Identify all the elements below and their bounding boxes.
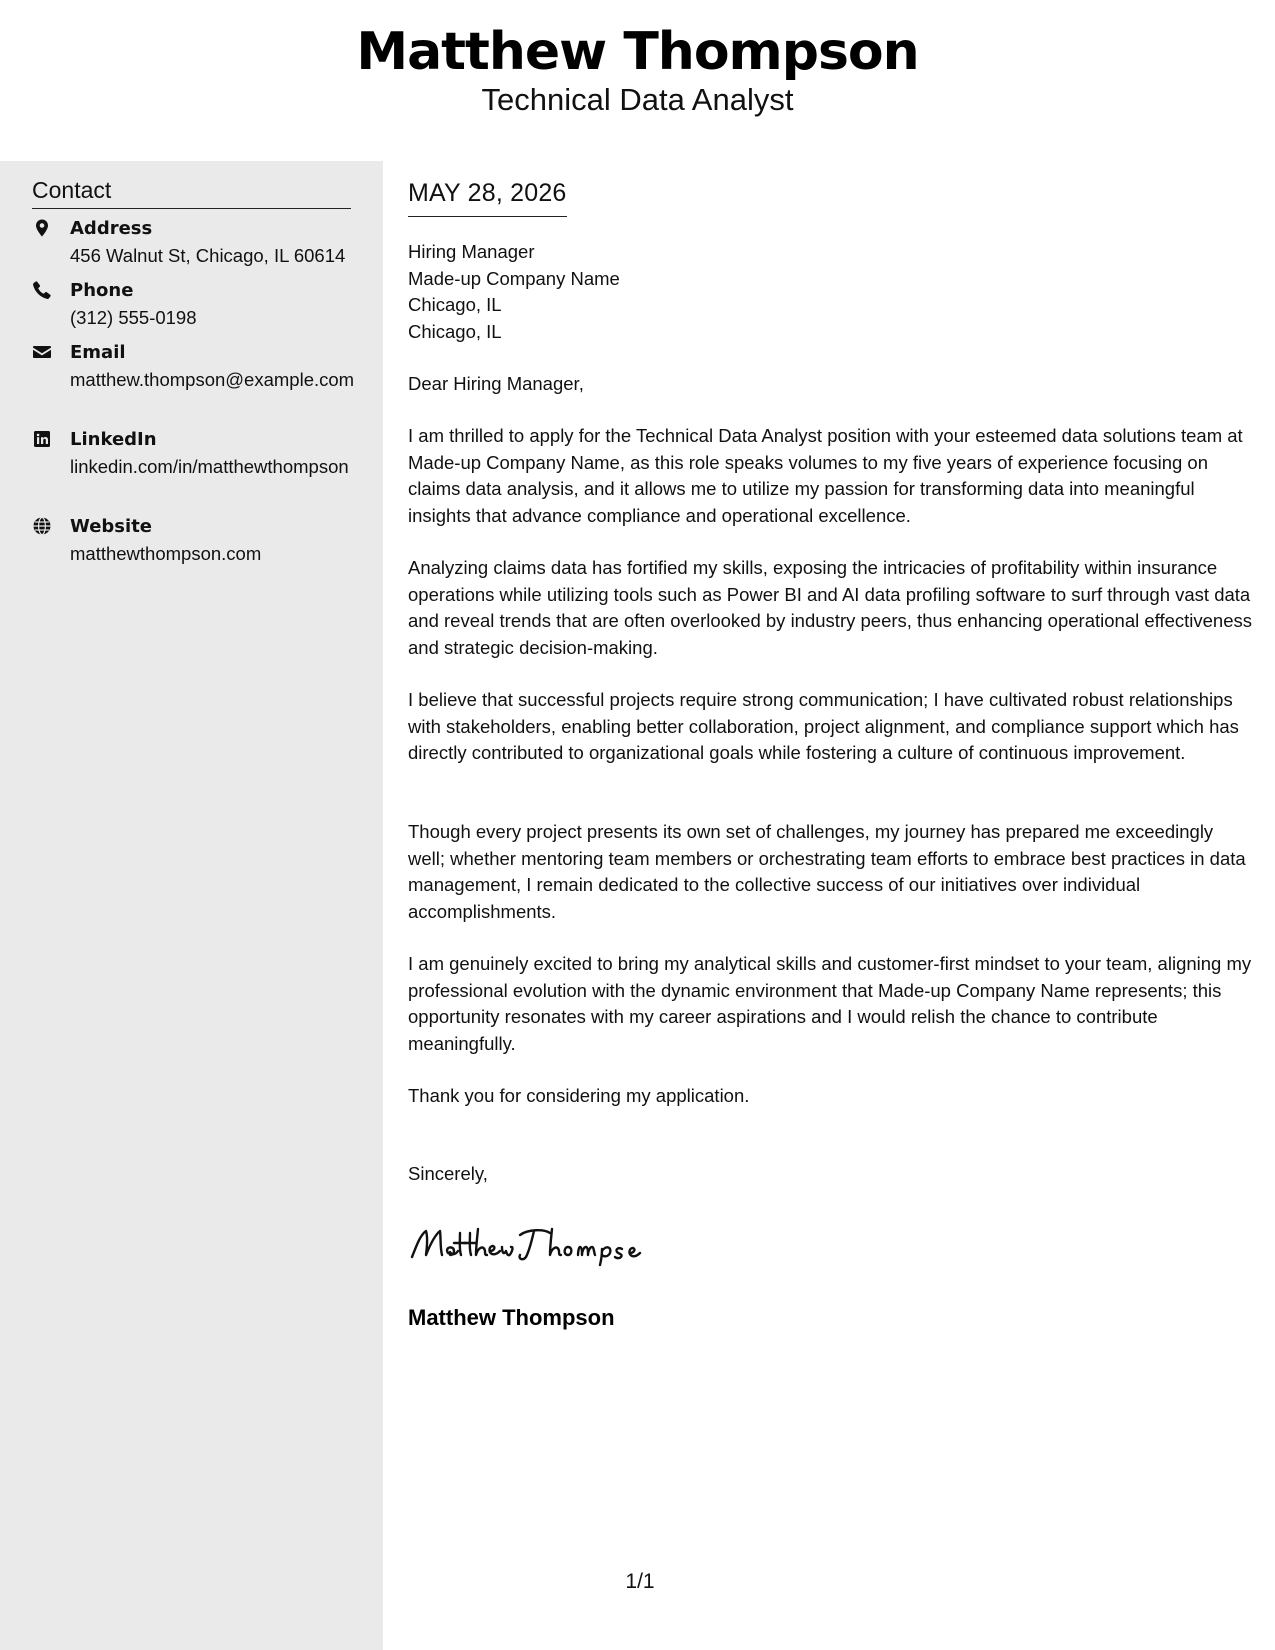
signer-name: Matthew Thompson bbox=[408, 1305, 615, 1330]
letter-paragraph: I am thrilled to apply for the Technical Data Analyst position with your esteemed data solutions team at Made-up Company Name, as this role speaks volumes to my five years of experience focusing on claims data analysis, and it allows me to utilize my passion for transforming data into meaningful insights that advance compliance and operational excellence. bbox=[408, 425, 1243, 526]
page-number: 1/1 bbox=[625, 1570, 655, 1593]
recipient-block bbox=[408, 239, 620, 345]
closing: Sincerely, bbox=[408, 1163, 488, 1184]
letter-paragraph: I believe that successful projects require strong communication; I have cultivated robust relationships with stakeholders, enabling better collaboration, project alignment, and compliance support which has directly contributed to organizational goals while fostering a culture of continuous improvement. bbox=[408, 689, 1239, 763]
linkedin-label: LinkedIn bbox=[70, 429, 157, 450]
applicant-name: Matthew Thompson bbox=[356, 22, 919, 82]
phone-icon bbox=[32, 280, 52, 300]
linkedin-icon bbox=[32, 429, 52, 449]
website-label: Website bbox=[70, 516, 153, 537]
website-value: matthewthompson.com bbox=[70, 543, 262, 564]
letter-paragraph: Though every project presents its own set of challenges, my journey has prepared me exceedingly well; whether mentoring team members or orchestrating team efforts to embrace best practices in data management, I remain dedicated to the collective success of our initiatives over individual accomplishments. bbox=[408, 821, 1246, 922]
letter-header bbox=[0, 0, 1275, 160]
letter-paragraph: Analyzing claims data has fortified my skills, exposing the intricacies of profitability within insurance operations while utilizing tools such as Power BI and AI data profiling software to surf through vast data and reveal trends that are often overlooked by industry peers, thus enhancing operational effectiveness and strategic decision-making. bbox=[408, 557, 1252, 658]
address-label: Address bbox=[70, 218, 153, 239]
signature-image bbox=[408, 1213, 670, 1269]
phone-label: Phone bbox=[70, 280, 134, 301]
contact-sidebar bbox=[0, 161, 383, 1650]
map-pin-icon bbox=[32, 218, 52, 238]
contact-heading: Contact bbox=[32, 177, 351, 209]
linkedin-value: linkedin.com/in/matthewthompson bbox=[70, 456, 349, 477]
salutation: Dear Hiring Manager, bbox=[408, 373, 584, 394]
email-label: Email bbox=[70, 342, 126, 363]
recipient-line: Made-up Company Name bbox=[408, 267, 620, 289]
address-value: 456 Walnut St, Chicago, IL 60614 bbox=[70, 245, 346, 266]
letter-paragraph: I am genuinely excited to bring my analytical skills and customer-first mindset to your team, aligning my professional evolution with the dynamic environment that Made-up Company Name represents; this opportunity resonates with my career aspirations and I would relish the chance to contribute meaningfully. bbox=[408, 953, 1252, 1054]
recipient-line: Chicago, IL bbox=[408, 320, 502, 342]
recipient-line: Chicago, IL bbox=[408, 294, 502, 315]
email-value: matthew.thompson@example.com bbox=[70, 369, 355, 390]
handwritten-signature bbox=[408, 1213, 670, 1269]
applicant-title: Technical Data Analyst bbox=[481, 82, 794, 117]
envelope-icon bbox=[32, 342, 52, 362]
recipient-line: Hiring Manager bbox=[408, 241, 535, 262]
globe-icon bbox=[32, 516, 52, 536]
letter-paragraph: Thank you for considering my application. bbox=[408, 1085, 750, 1106]
letter-date: MAY 28, 2026 bbox=[408, 179, 567, 217]
phone-value: (312) 555-0198 bbox=[70, 307, 197, 328]
